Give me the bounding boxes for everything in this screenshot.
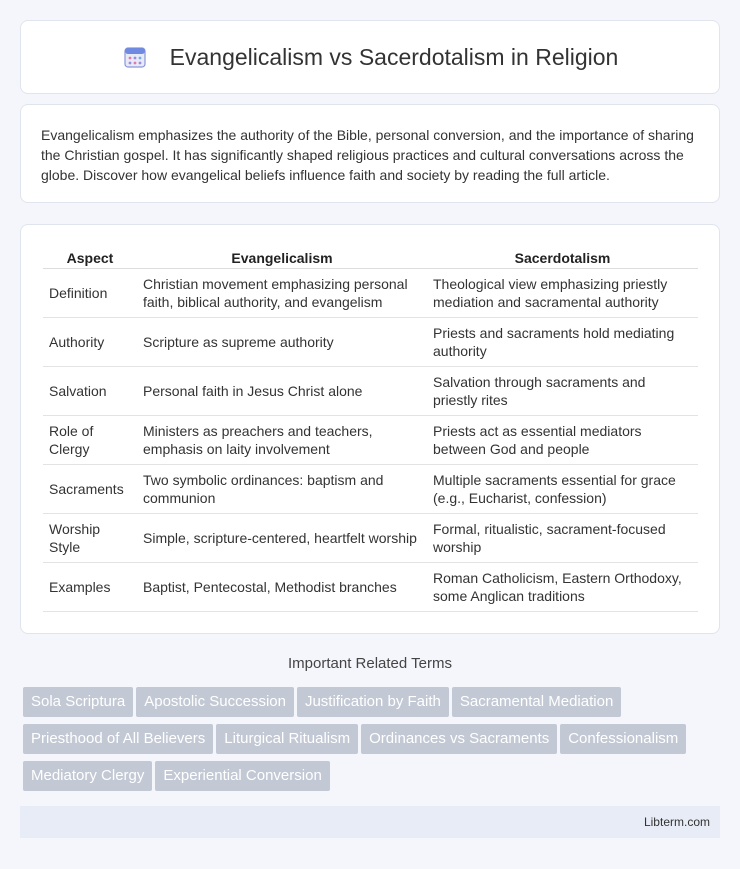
tag-confessionalism[interactable]: Confessionalism xyxy=(560,724,686,754)
comparison-table xyxy=(43,247,698,612)
tag-ordinances-vs-sacraments[interactable]: Ordinances vs Sacraments xyxy=(361,724,557,754)
row-aspect: Salvation xyxy=(43,367,137,416)
header-aspect: Aspect xyxy=(43,247,137,269)
row-aspect: Worship Style xyxy=(43,514,137,563)
calendar-icon xyxy=(122,44,148,70)
related-terms-title: Important Related Terms xyxy=(288,655,452,672)
intro-text: Evangelicalism emphasizes the authority of the Bible, personal conversion, and the importance of sharing the Christian gospel. It has significantly shaped religious practices and cultural conversations across the globe. Discover how evangelical beliefs influence faith and society by reading the full article. xyxy=(41,127,694,183)
row-sacerdotalism: Theological view emphasizing priestly mediation and sacramental authority xyxy=(427,269,698,318)
row-sacerdotalism: Salvation through sacraments and priestly rites xyxy=(427,367,698,416)
row-evangelicalism: Two symbolic ordinances: baptism and communion xyxy=(137,465,427,514)
tag-sacramental-mediation[interactable]: Sacramental Mediation xyxy=(452,687,621,717)
header-evangelicalism: Evangelicalism xyxy=(137,247,427,269)
related-terms-list xyxy=(23,687,723,798)
table-row xyxy=(43,563,698,612)
table-row xyxy=(43,269,698,318)
row-evangelicalism: Christian movement emphasizing personal faith, biblical authority, and evangelism xyxy=(137,269,427,318)
row-evangelicalism: Simple, scripture-centered, heartfelt worship xyxy=(137,514,427,563)
row-aspect: Definition xyxy=(43,269,137,318)
table-row xyxy=(43,367,698,416)
row-sacerdotalism: Priests act as essential mediators between God and people xyxy=(427,416,698,465)
tag-justification-by-faith[interactable]: Justification by Faith xyxy=(297,687,449,717)
header-sacerdotalism: Sacerdotalism xyxy=(427,247,698,269)
row-sacerdotalism: Priests and sacraments hold mediating authority xyxy=(427,318,698,367)
table-header-row xyxy=(43,247,698,269)
tag-mediatory-clergy[interactable]: Mediatory Clergy xyxy=(23,761,152,791)
table-row xyxy=(43,318,698,367)
comparison-card xyxy=(20,224,720,634)
tag-priesthood-of-all-believers[interactable]: Priesthood of All Believers xyxy=(23,724,213,754)
row-sacerdotalism: Multiple sacraments essential for grace (e.g., Eucharist, confession) xyxy=(427,465,698,514)
tag-experiential-conversion[interactable]: Experiential Conversion xyxy=(155,761,329,791)
row-aspect: Examples xyxy=(43,563,137,612)
footer-site-link[interactable]: Libterm.com xyxy=(643,815,710,829)
row-evangelicalism: Personal faith in Jesus Christ alone xyxy=(137,367,427,416)
table-row xyxy=(43,416,698,465)
page-title: Evangelicalism vs Sacerdotalism in Religion xyxy=(169,43,619,70)
row-evangelicalism: Baptist, Pentecostal, Methodist branches xyxy=(137,563,427,612)
table-row xyxy=(43,514,698,563)
tag-liturgical-ritualism[interactable]: Liturgical Ritualism xyxy=(216,724,358,754)
row-evangelicalism: Scripture as supreme authority xyxy=(137,318,427,367)
row-aspect: Authority xyxy=(43,318,137,367)
tag-sola-scriptura[interactable]: Sola Scriptura xyxy=(23,687,133,717)
row-sacerdotalism: Roman Catholicism, Eastern Orthodoxy, some Anglican traditions xyxy=(427,563,698,612)
row-sacerdotalism: Formal, ritualistic, sacrament-focused worship xyxy=(427,514,698,563)
row-evangelicalism: Ministers as preachers and teachers, emphasis on laity involvement xyxy=(137,416,427,465)
row-aspect: Sacraments xyxy=(43,465,137,514)
footer xyxy=(20,806,720,838)
tag-apostolic-succession[interactable]: Apostolic Succession xyxy=(136,687,294,717)
intro-card xyxy=(20,104,720,203)
header-card xyxy=(20,20,720,94)
row-aspect: Role of Clergy xyxy=(43,416,137,465)
table-row xyxy=(43,465,698,514)
